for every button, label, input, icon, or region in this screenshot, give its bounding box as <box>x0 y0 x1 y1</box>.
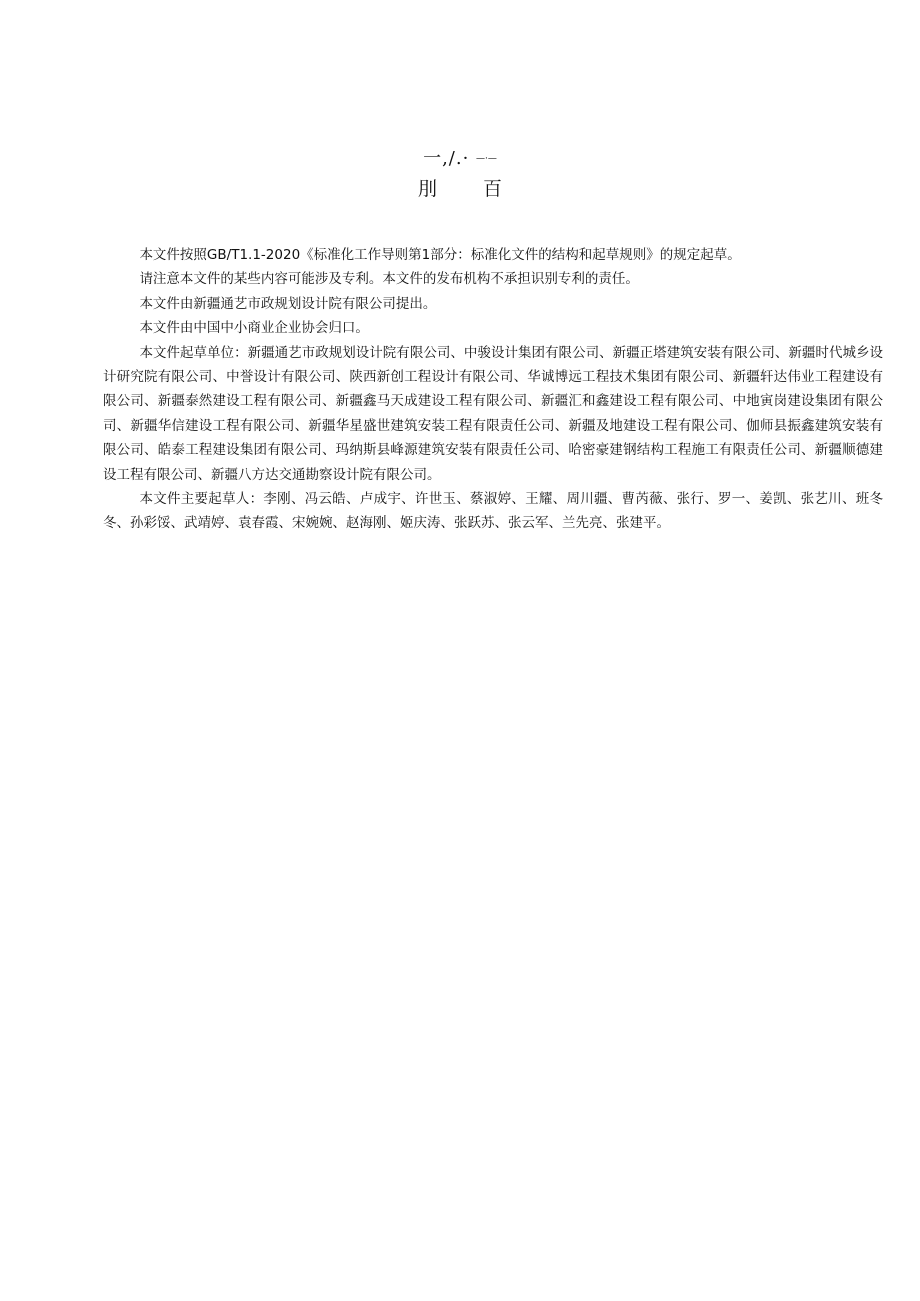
artifact-text: 一,/.· <box>423 148 470 169</box>
paragraph-drafting-units: 本文件起草单位：新疆通艺市政规划设计院有限公司、中骏设计集团有限公司、新疆正塔建筑安装有限公司、新疆时代城乡设计研究院有限公司、中誉设计有限公司、陕西新创工程设计有限公司、华诚博远工程技术集团有限公司、新疆轩达伟业工程建设有限公司、新疆泰然建设工程有限公司、新疆鑫马天成建设工程有限公司、新疆汇和鑫建设工程有限公司、中地寅岗建设集团有限公司、新疆华信建设工程有限公司、新疆华星盛世建筑安装工程有限责任公司、新疆及地建设工程有限公司、伽师县振鑫建筑安装有限公司、皓泰工程建设集团有限公司、玛纳斯县峰源建筑安装有限责任公司、哈密豪建钢结构工程施工有限责任公司、新疆顺德建设工程有限公司、新疆八方达交通勘察设计院有限公司。 <box>103 344 883 483</box>
artifact-tick: —·— <box>476 154 497 164</box>
paragraph-drafting-standard: 本文件按照GB/T1.1-2020《标准化工作导则第1部分：标准化文件的结构和起草规则》的规定起草。 <box>139 247 741 263</box>
foreword-body <box>103 243 883 536</box>
page-title: 刖百 <box>417 178 548 200</box>
paragraph-drafters: 本文件主要起草人：李刚、冯云皓、卢成宇、许世玉、蔡淑婷、王耀、周川疆、曹芮薇、张行、罗一、姜凯、张艺川、班冬冬、孙彩馁、武靖婷、袁春霞、宋婉婉、赵海刚、姬庆涛、张跃苏、张云军、兰先亮、张建平。 <box>103 491 883 532</box>
paragraph-proposer: 本文件由新疆通艺市政规划设计院有限公司提出。 <box>139 295 437 312</box>
title-scan-artifact <box>0 147 920 171</box>
paragraph-patent-notice: 请注意本文件的某些内容可能涉及专利。本文件的发布机构不承担识别专利的责任。 <box>139 271 639 288</box>
paragraph-administrator: 本文件由中国中小商业企业协会归口。 <box>139 320 369 337</box>
